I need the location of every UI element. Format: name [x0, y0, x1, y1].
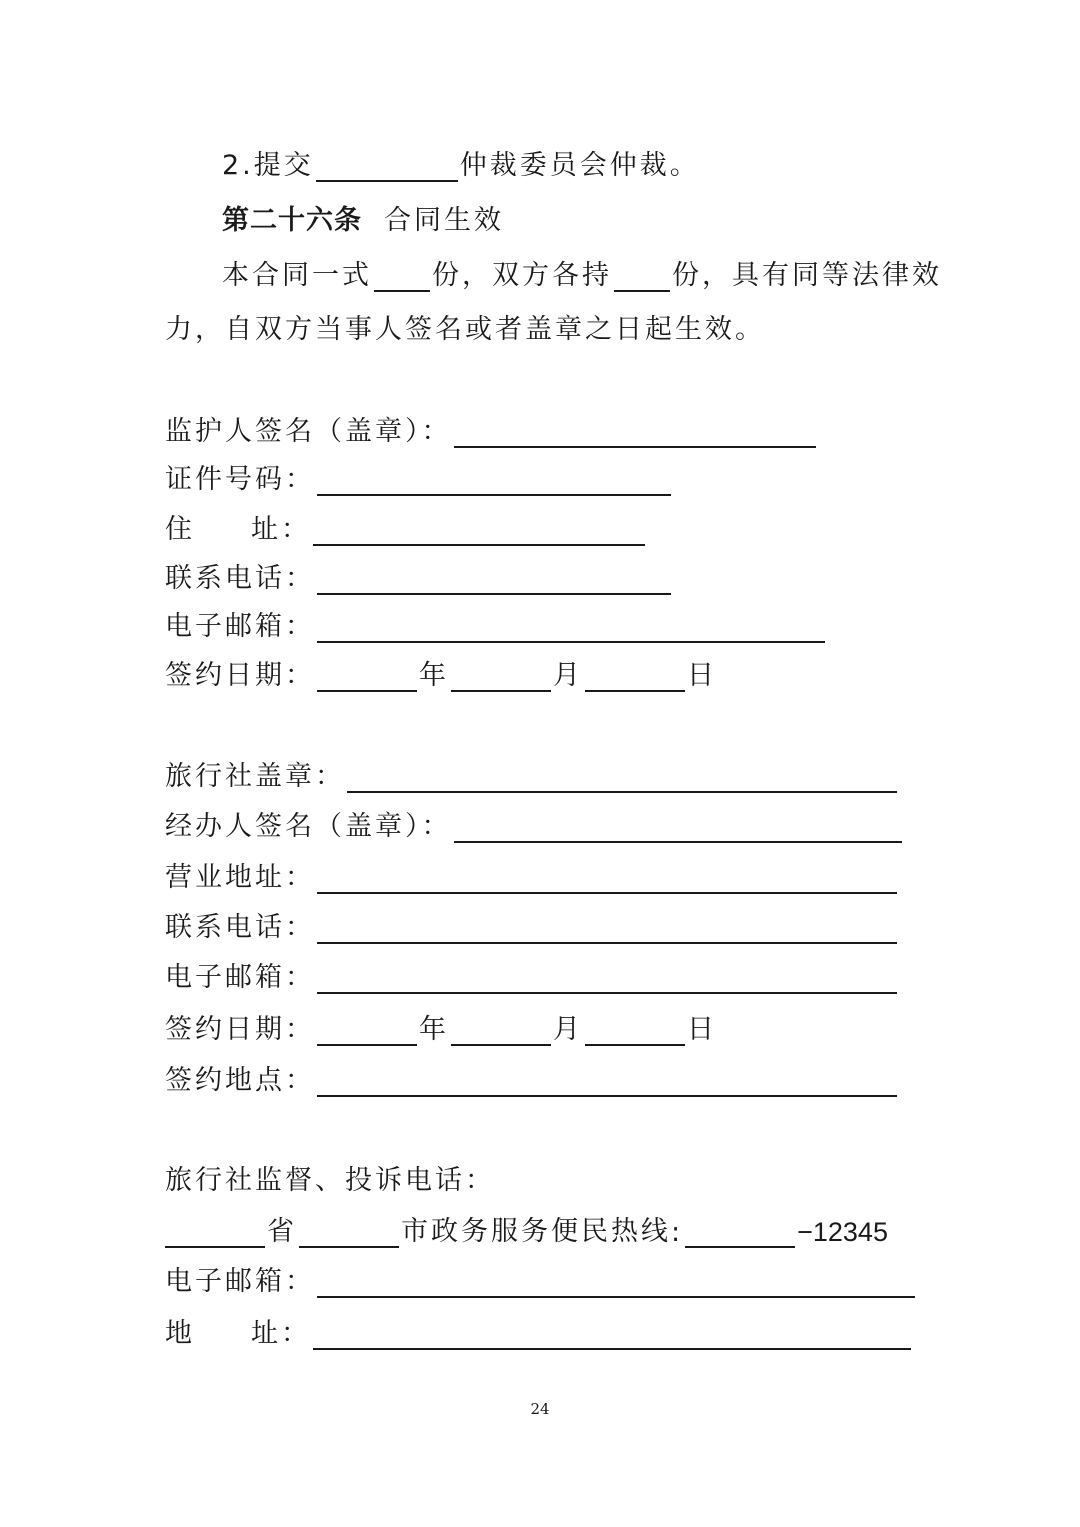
arbitration-item-2 — [222, 142, 700, 182]
agency-phone-field[interactable] — [317, 912, 897, 944]
agency-stamp-field[interactable] — [347, 761, 897, 793]
supervision-address-row — [165, 1310, 913, 1350]
agency-year-label: 年 — [419, 1014, 449, 1045]
arbitration-suffix: 仲裁委员会仲裁。 — [459, 150, 700, 181]
agency-year-field[interactable] — [317, 1014, 417, 1046]
agency-address-row — [165, 854, 899, 894]
agency-address-field[interactable] — [317, 862, 897, 894]
province-label: 省 — [267, 1216, 297, 1247]
agency-email-label: 电子邮箱： — [165, 962, 315, 993]
effective-text: 力，自双方当事人签名或者盖章之日起生效。 — [165, 314, 765, 345]
guardian-date-label: 签约日期： — [165, 660, 315, 691]
copies-each-text: 份，双方各持 — [432, 260, 612, 291]
hotline-number: −12345 — [797, 1217, 888, 1247]
city-field[interactable] — [299, 1216, 399, 1248]
agency-day-label: 日 — [687, 1014, 717, 1045]
guardian-id-row — [165, 456, 673, 496]
guardian-month-field[interactable] — [451, 660, 551, 692]
copies-total-blank[interactable] — [374, 260, 430, 292]
clause-26-line-1 — [222, 252, 942, 292]
agency-phone-label: 联系电话： — [165, 912, 315, 943]
supervision-email-label: 电子邮箱： — [165, 1266, 315, 1297]
guardian-id-field[interactable] — [317, 464, 671, 496]
guardian-signature-row — [165, 408, 818, 448]
clause-number: 第二十六条 — [222, 205, 362, 236]
hotline-area-code-field[interactable] — [685, 1216, 795, 1248]
agency-stamp-label: 旅行社盖章： — [165, 761, 345, 792]
guardian-date-row — [165, 652, 717, 692]
agency-month-field[interactable] — [451, 1014, 551, 1046]
hotline-row — [165, 1208, 888, 1248]
agent-signature-row — [165, 803, 904, 843]
guardian-email-field[interactable] — [317, 611, 825, 643]
agency-address-label: 营业地址： — [165, 862, 315, 893]
page-number: 24 — [530, 1400, 550, 1418]
copies-each-blank[interactable] — [614, 260, 670, 292]
supervision-title-row — [165, 1157, 495, 1197]
agency-email-row — [165, 954, 899, 994]
guardian-id-label: 证件号码： — [165, 464, 315, 495]
agency-month-label: 月 — [553, 1014, 583, 1045]
guardian-address-label-1: 住 — [165, 514, 195, 545]
guardian-signature-label: 监护人签名（盖章）： — [165, 416, 452, 447]
city-hotline-label: 市政务服务便民热线 — [401, 1216, 671, 1247]
agency-day-field[interactable] — [585, 1014, 685, 1046]
guardian-phone-label: 联系电话： — [165, 563, 315, 594]
hotline-colon: : — [671, 1217, 684, 1248]
agent-signature-label: 经办人签名（盖章）： — [165, 811, 452, 842]
agency-place-field[interactable] — [317, 1065, 897, 1097]
clause-26-line-2 — [165, 306, 765, 346]
supervision-address-label-2: 址： — [251, 1318, 311, 1349]
supervision-email-row — [165, 1258, 917, 1298]
guardian-email-label: 电子邮箱： — [165, 611, 315, 642]
guardian-email-row — [165, 603, 827, 643]
guardian-address-label-2: 址： — [251, 514, 311, 545]
agency-place-row — [165, 1057, 899, 1097]
agency-phone-row — [165, 904, 899, 944]
supervision-address-label-1: 地 — [165, 1318, 195, 1349]
agency-stamp-row — [165, 753, 899, 793]
copies-text: 本合同一式 — [222, 260, 372, 291]
guardian-signature-field[interactable] — [454, 416, 816, 448]
agent-signature-field[interactable] — [454, 811, 902, 843]
guardian-year-label: 年 — [419, 660, 449, 691]
guardian-phone-field[interactable] — [317, 563, 671, 595]
arbitration-prefix: 2.提交 — [222, 150, 314, 181]
province-field[interactable] — [165, 1216, 265, 1248]
guardian-month-label: 月 — [553, 660, 583, 691]
agency-email-field[interactable] — [317, 962, 897, 994]
supervision-email-field[interactable] — [317, 1266, 915, 1298]
guardian-phone-row — [165, 555, 673, 595]
supervision-address-field[interactable] — [313, 1318, 911, 1350]
validity-text: 份，具有同等法律效 — [672, 260, 942, 291]
clause-26-heading — [222, 197, 504, 237]
agency-date-row — [165, 1006, 717, 1046]
agency-place-label: 签约地点： — [165, 1065, 315, 1096]
guardian-address-row — [165, 506, 647, 546]
guardian-day-label: 日 — [687, 660, 717, 691]
clause-title: 合同生效 — [384, 205, 504, 236]
guardian-year-field[interactable] — [317, 660, 417, 692]
guardian-day-field[interactable] — [585, 660, 685, 692]
arbitration-commission-blank[interactable] — [316, 150, 458, 182]
agency-date-label: 签约日期： — [165, 1014, 315, 1045]
supervision-title: 旅行社监督、投诉电话： — [165, 1165, 495, 1196]
guardian-address-field[interactable] — [313, 514, 645, 546]
